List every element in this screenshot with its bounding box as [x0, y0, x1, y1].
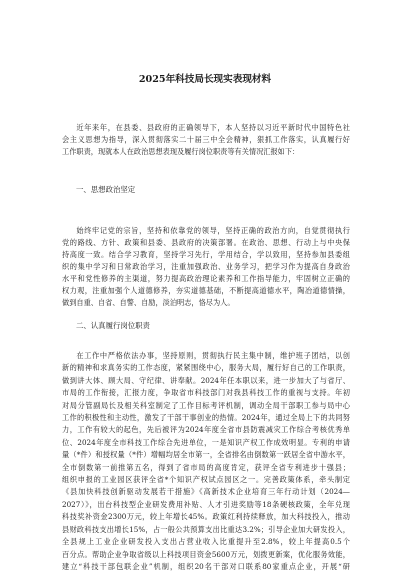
- section-heading-political: 一、思想政治坚定: [76, 185, 136, 194]
- paragraph-line: 党的路线、方针、政策和县委、县政府的决策部署。在政治、思想、行动上与中央保: [62, 238, 350, 247]
- paragraph-line: 建立“科技干部包联企业”机制，组织20名干部对口联系80家重点企业，开展“研: [62, 561, 350, 571]
- paragraph-line: 县财政科技支出增长15%，占一般公共预算支出比重达3.2%；引导企业加大研发投入，: [62, 524, 350, 534]
- duties-paragraph: [62, 350, 350, 573]
- paragraph-line: 科技奖补资金2300万元，较上年增长45%。政策红利持续释放，加大科技投入，推动: [62, 512, 350, 522]
- paragraph-line: 对局分管副局长及相关科室制定了工作目标考评机制，调动全局干部职工参与局中心: [62, 400, 350, 410]
- paragraph-line: 市局的工作衔接，汇报力度，争取省市科技部门对我县科技工作的重视与支持。年初: [62, 388, 350, 398]
- paragraph-line: 全县规上工业企业研发投入支出占营业收入比重提升至2.8%，较上年提高0.5个: [62, 537, 350, 547]
- paragraph-line: 水平和党性修养的主渠道，努力提高政治理论素养和工作指导能力，牢固树立正确的: [62, 274, 350, 283]
- paragraph-line: 位、2024年度全市科技工作综合先进单位，一是知识产权工作成效明显。专利的申请: [62, 437, 350, 447]
- paragraph-line: 工作职责，现就本人在政治思想表现及履行岗位职责等有关情况汇报如下：: [62, 147, 300, 156]
- paragraph-line: 全市倒数第一前推第五名，得到了省市局的高度肯定，获评全省专利进步十强县；: [62, 462, 350, 472]
- paragraph-line: 做到自重、自省、自警、自励，淡泊明志，恪尽为人。: [62, 298, 235, 307]
- paragraph-line: 组织申报的工业园区获评全省*个知识产权试点园区之一。完善政策体系，牵头制定: [62, 475, 350, 485]
- section-heading-duties: 二、认真履行岗位职责: [76, 321, 150, 330]
- paragraph-line: 做到讲大体、顾大局、守纪律、讲奉献。2024年任本职以来，进一步加大了与省厅、: [62, 375, 350, 385]
- paragraph-line: 新的精神和求真务实的工作态度，紧紧围绕中心，服务大局，履行好自己的工作职责，: [62, 363, 350, 373]
- paragraph-line: 织的集中学习和日常政治学习，注重加强政治、业务学习，把学习作为提高自身政治: [62, 262, 350, 271]
- paragraph-line: 近年来年，在县委、县政府的正确领导下，本人坚持以习近平新时代中国特色社: [76, 123, 350, 132]
- paragraph-line: 工作的积极性和主动性，激发了干部干事创业的热情。2024年，通过全局上下的共同努: [62, 413, 350, 423]
- paragraph-line: 量（*件）和授权量（*件）增幅均居全市第一，全省排名由倒数第一跃居全省中游水平，: [62, 450, 350, 460]
- paragraph-line: 始终牢记党的宗旨，坚持和依靠党的领导，坚持正确的政治方向，自觉贯彻执行: [76, 226, 350, 235]
- paragraph-line: 权力观，注重加强个人道德修养，夯实道德基础，不断提高道德水平，陶冶道德情操，: [62, 286, 350, 295]
- intro-paragraph: [62, 122, 350, 158]
- paragraph-line: 力，工作有较大的起色，先后被评为2024年度全省市县防震减灾工作综合考核优秀单: [62, 425, 350, 435]
- paragraph-line: 会主义思想为指导，深入贯彻落实二十届三中全会精神，狠抓工作落实，认真履行好: [62, 135, 350, 144]
- paragraph-line: 百分点。帮助企业争取省级以上科技项目资金5600万元，划拨更新案，优化服务效能，: [62, 549, 350, 559]
- paragraph-line: 持高度一致。结合学习教育，坚持学习先行，学用结合，学以致用，坚持参加县委组: [62, 250, 350, 259]
- paragraph-line: 在工作中严格依法办事，坚持原则，贯彻执行民主集中制，维护班子团结，以创: [76, 351, 350, 360]
- paragraph-line: 2027）》，出台科技型企业研发费用补贴、人才引进奖励等18条硬核政策，全年兑现: [62, 499, 350, 509]
- political-paragraph: [62, 225, 350, 309]
- paragraph-line: 《县加快科技创新驱动发展若干措施》《高新技术企业培育三年行动计划（2024—: [62, 487, 350, 497]
- document-title: 2025年科技局长现实表现材料: [138, 74, 272, 85]
